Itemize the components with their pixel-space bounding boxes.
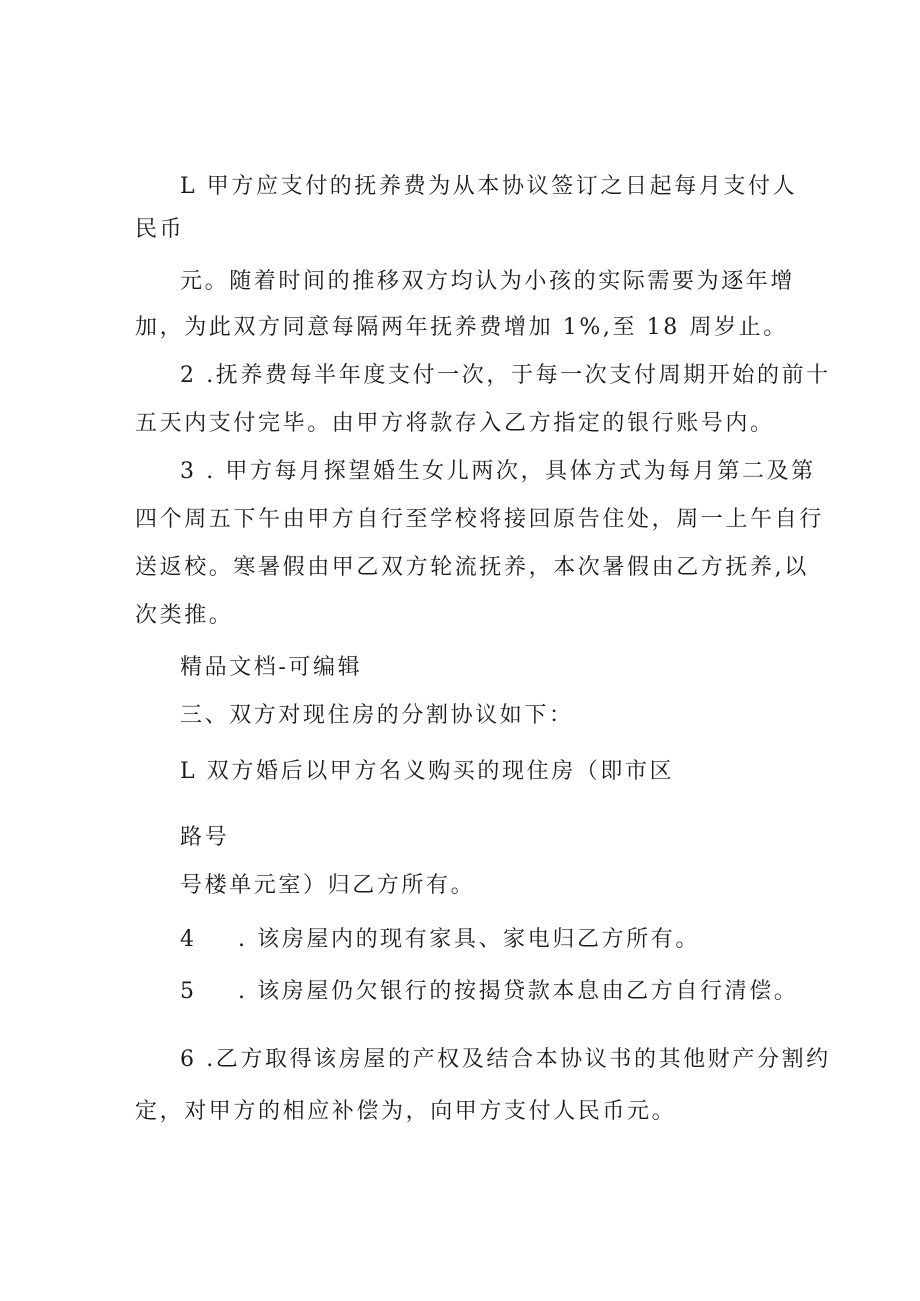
clause-1-line-4: 加，为此双方同意每隔两年抚养费增加 1%,至 18 周岁止。 [135,315,788,340]
clause-4-text: . 该房屋内的现有家具、家电归乙方所有。 [238,927,700,952]
clause-2-line-2: 五天内支付完毕。由甲方将款存入乙方指定的银行账号内。 [135,411,775,436]
clause-4-number: 4 [180,927,197,952]
section-3-clause-6-line-1: 6 .乙方取得该房屋的产权及结合本协议书的其他财产分割约 [180,1047,831,1072]
clause-1-line-2: 民币 [135,217,185,242]
section-3-clause-5 [180,977,798,1007]
clause-2-line-1: 2 .抚养费每半年度支付一次，于每一次支付周期开始的前十 [180,363,831,388]
section-3-clause-1-line-3: 号楼单元室）归乙方所有。 [180,873,476,898]
clause-3-line-4: 次类推。 [135,603,234,628]
section-three-heading: 三、双方对现住房的分割协议如下： [180,703,574,728]
section-3-clause-6-line-2: 定，对甲方的相应补偿为，向甲方支付人民币元。 [135,1099,677,1124]
clause-5-text: . 该房屋仍欠银行的按揭贷款本息由乙方自行清偿。 [238,979,799,1004]
section-3-clause-1-line-1: L 双方婚后以甲方名义购买的现住房（即市区 [180,759,675,784]
clause-3-line-3: 送返校。寒暑假由甲乙双方轮流抚养，本次暑假由乙方抚养,以 [135,555,809,580]
clause-5-number: 5 [180,979,197,1004]
clause-3-line-2: 四个周五下午由甲方自行至学校将接回原告住处，周一上午自行 [135,507,824,532]
clause-3-line-1: 3 . 甲方每月探望婚生女儿两次，具体方式为每月第二及第 [180,459,816,484]
section-3-clause-1-line-2: 路号 [180,825,230,850]
watermark-note: 精品文档-可编辑 [180,655,363,680]
clause-1-line-1: L 甲方应支付的抚养费为从本协议签订之日起每月支付人 [180,174,798,199]
section-3-clause-4 [180,925,700,955]
clause-1-line-3: 元。随着时间的推移双方均认为小孩的实际需要为逐年增 [180,269,796,294]
